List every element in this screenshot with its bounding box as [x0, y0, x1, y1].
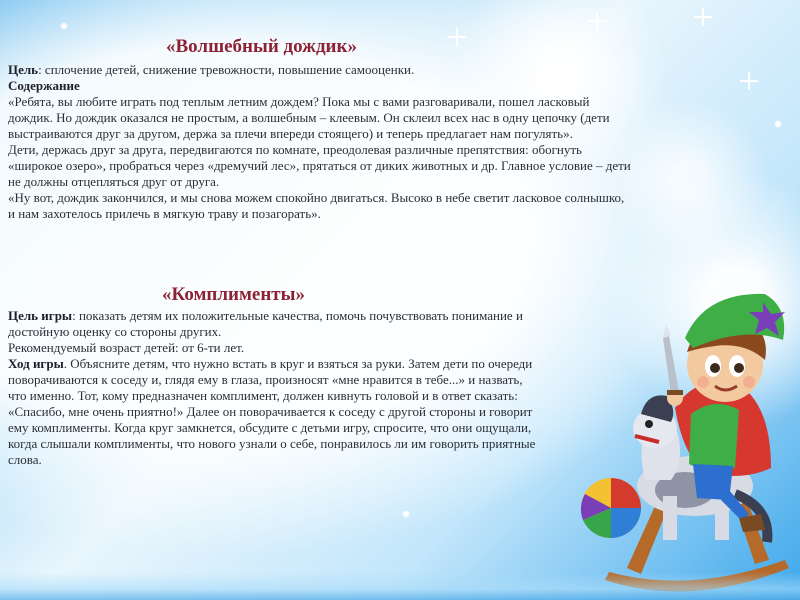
goal-text: : сплочение детей, снижение тревожности, повышение самооценки.	[38, 62, 415, 77]
sparkle-decoration	[448, 28, 466, 46]
course-text: . Объясните детям, что нужно встать в круг и взяться за руки. Затем дети по очереди	[63, 356, 533, 371]
text-block-magic-rain	[8, 62, 760, 222]
content-line: не должны отцепляться друг от друга.	[8, 174, 220, 189]
course-text-line: поворачиваются к соседу и, глядя ему в глаза, произносят «мне нравится в тебе...» и назвать,	[8, 372, 523, 387]
bottom-wave-decoration	[0, 572, 800, 600]
content-label: Содержание	[8, 78, 80, 93]
age-text: Рекомендуемый возраст детей: от 6-ти лет.	[8, 340, 245, 355]
content-line: Дети, держась друг за друга, передвигаются по комнате, преодолевая различные препятствия: обогнуть	[8, 142, 582, 157]
sparkle-dot	[774, 120, 782, 128]
content-line: «широкое озеро», пробраться через «дремучий лес», прятаться от диких животных и др. Главное условие – дети	[8, 158, 631, 173]
title-magic-rain: «Волшебный дождик»	[166, 36, 357, 57]
course-text-line: что именно. Тот, кому предназначен комплимент, должен кивнуть головой и в ответ сказать:	[8, 388, 518, 403]
title-compliments: «Комплименты»	[162, 284, 305, 305]
course-text-line: ему комплименты. Когда круг замкнется, обсудите с детьми игру, спросите, что они ощущали,	[8, 420, 532, 435]
goal-line	[8, 308, 648, 324]
content-line: «Ребята, вы любите играть под теплым летним дождем? Пока мы с вами разговаривали, пошел ласковый	[8, 94, 590, 109]
goal-text: : показать детям их положительные качества, помочь почувствовать понимание и	[72, 308, 523, 323]
content-line: выстраиваются друг за другом, держа за плечи впереди стоящего) и теперь предлагает нам погулять».	[8, 126, 573, 141]
course-line	[8, 356, 648, 372]
sparkle-decoration	[694, 8, 712, 26]
content-line: и нам захотелось прилечь в мягкую траву и позагорать».	[8, 206, 321, 221]
goal-text-line: достойную оценку со стороны других.	[8, 324, 222, 339]
text-block-compliments	[8, 308, 648, 468]
boy-on-rocking-horse-illustration	[575, 268, 800, 598]
sparkle-dot	[60, 22, 68, 30]
content-line: «Ну вот, дождик закончился, и мы снова можем спокойно двигаться. Высоко в небе светит ласковое солнышко,	[8, 190, 625, 205]
course-text-line: когда слышали комплименты, что нового узнали о себе, понравилось ли им говорить приятные	[8, 436, 536, 451]
content-line: дождик. Но дождик оказался не простым, а волшебным – клеевым. Он склеил всех нас в одну цепочку (дети	[8, 110, 610, 125]
course-text-line: слова.	[8, 452, 42, 467]
goal-line	[8, 62, 760, 78]
goal-label: Цель игры	[8, 308, 73, 323]
course-label: Ход игры	[8, 356, 64, 371]
sparkle-dot	[402, 510, 410, 518]
goal-label: Цель	[8, 62, 39, 77]
sparkle-dot	[36, 268, 44, 276]
course-text-line: «Спасибо, мне очень приятно!» Далее он поворачивается к соседу с другой стороны и говорит	[8, 404, 533, 419]
sparkle-decoration	[588, 12, 606, 30]
